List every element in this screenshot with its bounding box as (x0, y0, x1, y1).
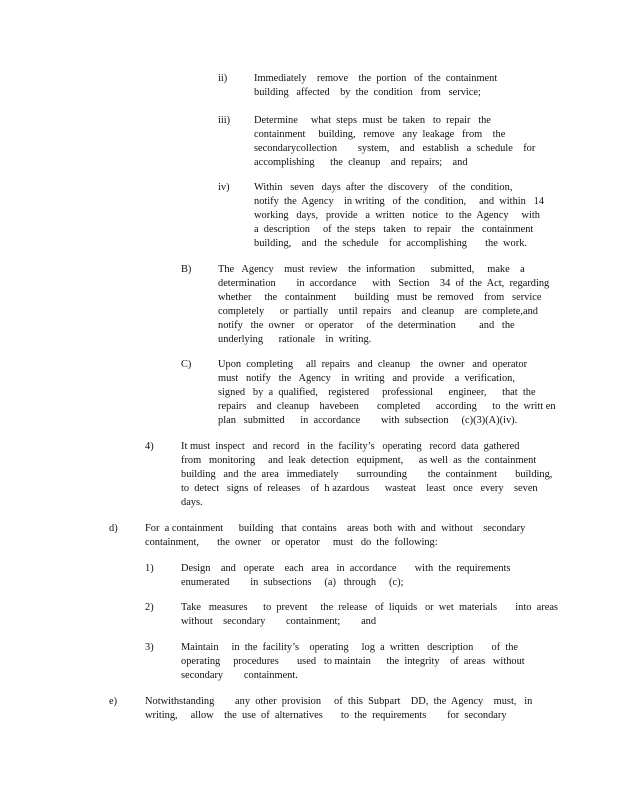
item-marker: 3) (145, 642, 154, 653)
item-text-line: days. (181, 497, 203, 508)
item-text-line: whether the containment building must be removed from service (218, 292, 542, 303)
item-text-line: a description of the steps taken to repair the containment (254, 224, 534, 235)
item-marker: 4) (145, 441, 154, 452)
item-text-line: enumerated in subsections (a) through (c); (181, 577, 404, 588)
item-text-line: determination in accordance with Section 34 of the Act, regarding (218, 278, 550, 289)
item-text-line: accomplishing the cleanup and repairs; and (254, 157, 468, 168)
item-text-line: containment building, remove any leakage from the (254, 129, 506, 140)
item-text-line: notify the Agency in writing of the condition, and within 14 (254, 196, 545, 207)
item-text-line: building, and the schedule for accomplishing the work. (254, 238, 527, 249)
item-marker: 1) (145, 563, 154, 574)
item-text-line: to detect signs of releases of h azardous wasteat least once every seven (181, 483, 538, 494)
item-text-line: underlying rationale in writing. (218, 334, 372, 345)
item-marker: 2) (145, 602, 154, 613)
item-marker: iii) (218, 115, 231, 126)
item-text-line: plan submitted in accordance with subsection (c)(3)(A)(iv). (218, 415, 518, 426)
item-text-line: For a containment building that contains areas both with and without secondary (145, 523, 526, 534)
item-marker: iv) (218, 182, 230, 193)
item-text-line: The Agency must review the information submitted, make a (218, 264, 525, 275)
item-marker: d) (109, 523, 118, 534)
item-text-line: must notify the Agency in writing and provide a verification, (218, 373, 515, 384)
item-text-line: containment, the owner or operator must do the following: (145, 537, 438, 548)
item-marker: B) (181, 264, 192, 275)
item-text-line: Maintain in the facility’s operating log a written description of the (181, 642, 519, 653)
item-text-line: secondary containment. (181, 670, 298, 681)
item-marker: ii) (218, 73, 228, 84)
item-text-line: repairs and cleanup havebeen completed according to the writt en (218, 401, 556, 412)
item-text-line: Notwithstanding any other provision of this Subpart DD, the Agency must, in (145, 696, 533, 707)
item-text-line: building affected by the condition from service; (254, 87, 481, 98)
item-marker: e) (109, 696, 118, 707)
item-text-line: completely or partially until repairs and cleanup are complete,and (218, 306, 538, 317)
item-text-line: Design and operate each area in accordance with the requirements (181, 563, 511, 574)
item-text-line: notify the owner or operator of the determination and the (218, 320, 515, 331)
item-marker: C) (181, 359, 192, 370)
item-text-line: Determine what steps must be taken to repair the (254, 115, 491, 126)
item-text-line: writing, allow the use of alternatives to the requirements for secondary (145, 710, 507, 721)
item-text-line: secondarycollection system, and establish a schedule for (254, 143, 536, 154)
item-text-line: signed by a qualified, registered professional engineer, that the (218, 387, 536, 398)
item-text-line: Take measures to prevent the release of liquids or wet materials into areas (181, 602, 558, 613)
item-text-line: It must inspect and record in the facility’s operating record data gathered (181, 441, 520, 452)
item-text-line: operating procedures used to maintain the integrity of areas without (181, 656, 525, 667)
item-text-line: working days, provide a written notice to the Agency with (254, 210, 540, 221)
item-text-line: Upon completing all repairs and cleanup the owner and operator (218, 359, 528, 370)
item-text-line: Immediately remove the portion of the containment (254, 73, 498, 84)
item-text-line: Within seven days after the discovery of the condition, (254, 182, 513, 193)
item-text-line: from monitoring and leak detection equipment, as well as the containment (181, 455, 537, 466)
item-text-line: without secondary containment; and (181, 616, 377, 627)
item-text-line: building and the area immediately surrounding the containment building, (181, 469, 553, 480)
